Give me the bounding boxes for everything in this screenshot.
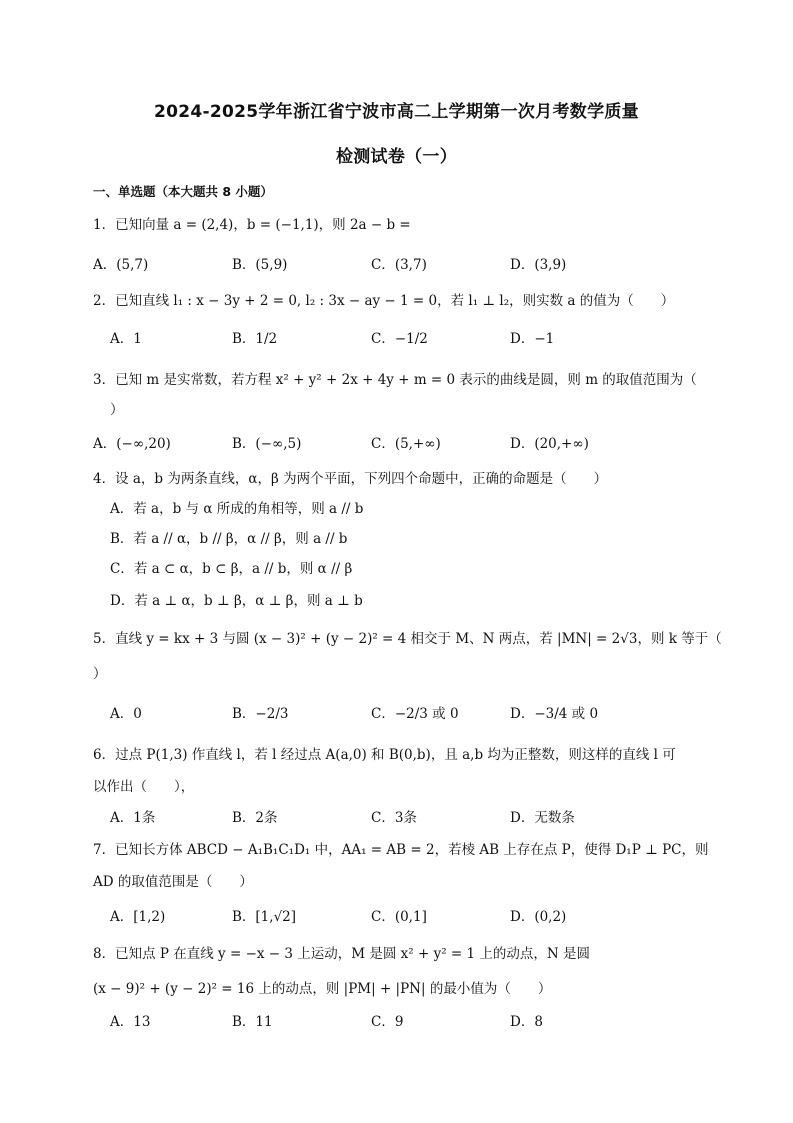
- question-7-options: [0, 905, 793, 929]
- question-3-stem-line-1: 3．已知 m 是实常数，若方程 x² + y² + 2x + 4y + m = 0 表示的曲线是圆，则 m 的取值范围为（: [93, 372, 697, 388]
- question-8-options: [0, 1010, 793, 1034]
- question-8-option-a: A．13: [110, 1014, 151, 1030]
- question-3-option-c: C．(5,+∞): [371, 436, 441, 452]
- question-7-option-a: A．[1,2): [110, 909, 166, 925]
- question-4-option-c: C．若 a ⊂ α，b ⊂ β，a // b，则 α // β: [110, 561, 353, 577]
- question-2-option-a: A．1: [110, 331, 142, 347]
- question-6-stem-line-2: 以作出（ ），: [93, 779, 195, 795]
- question-5-option-a: A．0: [110, 706, 142, 722]
- question-5-stem-line-2: ）: [93, 666, 107, 682]
- question-1-option-b: B．(5,9): [232, 257, 288, 273]
- question-6-option-c: C．3条: [371, 810, 417, 826]
- question-3-stem-line-2: ）: [110, 402, 124, 418]
- question-3-option-b: B．(−∞,5): [232, 436, 302, 452]
- question-8-option-b: B．11: [232, 1014, 273, 1030]
- question-6-option-a: A．1条: [110, 810, 156, 826]
- question-8-option-c: C．9: [371, 1014, 404, 1030]
- question-2-option-b: B．1/2: [232, 331, 278, 347]
- question-8-option-d: D．8: [510, 1014, 543, 1030]
- question-4-stem: 4．设 a，b 为两条直线，α，β 为两个平面，下列四个命题中，正确的命题是（ ）: [93, 471, 608, 487]
- question-1-options: [0, 253, 793, 277]
- question-1-option-c: C．(3,7): [371, 257, 427, 273]
- question-3-options: [0, 432, 793, 456]
- question-4-option-a: A．若 a，b 与 α 所成的角相等，则 a // b: [110, 501, 364, 517]
- question-6-option-b: B．2条: [232, 810, 278, 826]
- question-3-option-a: A．(−∞,20): [93, 436, 171, 452]
- question-5-option-b: B．−2/3: [232, 706, 289, 722]
- question-2-stem: 2．已知直线 l₁ : x − 3y + 2 = 0, l₂ : 3x − ay − 1 = 0，若 l₁ ⊥ l₂，则实数 a 的值为（ ）: [93, 293, 675, 309]
- question-5-stem-line-1: 5．直线 y = kx + 3 与圆 (x − 3)² + (y − 2)² = 4 相交于 M、N 两点，若 |MN| = 2√3，则 k 等于（: [93, 631, 722, 647]
- question-6-option-d: D．无数条: [510, 810, 575, 826]
- question-5-option-c: C．−2/3 或 0: [371, 706, 459, 722]
- question-1-option-d: D．(3,9): [510, 257, 567, 273]
- question-7-option-c: C．(0,1]: [371, 909, 427, 925]
- question-5-options: [0, 702, 793, 726]
- question-3-option-d: D．(20,+∞): [510, 436, 589, 452]
- question-7-option-d: D．(0,2): [510, 909, 567, 925]
- question-4-option-b: B．若 a // α，b // β，α // β，则 a // b: [110, 531, 348, 547]
- question-8-stem-line-1: 8．已知点 P 在直线 y = −x − 3 上运动，M 是圆 x² + y² = 1 上的动点，N 是圆: [93, 946, 591, 962]
- question-5-option-d: D．−3/4 或 0: [510, 706, 599, 722]
- question-1-option-a: A．(5,7): [93, 257, 149, 273]
- exam-title-line-1: 2024-2025学年浙江省宁波市高二上学期第一次月考数学质量: [154, 102, 639, 122]
- question-8-stem-line-2: (x − 9)² + (y − 2)² = 16 上的动点，则 |PM| + |PN| 的最小值为（ ）: [93, 981, 552, 997]
- question-2-options: [0, 327, 793, 351]
- question-7-stem-line-1: 7．已知长方体 ABCD − A₁B₁C₁D₁ 中，AA₁ = AB = 2，若棱 AB 上存在点 P，使得 D₁P ⊥ PC，则: [93, 842, 709, 858]
- question-2-option-c: C．−1/2: [371, 331, 428, 347]
- question-1-stem: 1．已知向量 a = (2,4)，b = (−1,1)，则 2a − b =: [93, 217, 411, 233]
- question-7-option-b: B．[1,√2]: [232, 909, 297, 925]
- question-6-options: [0, 806, 793, 830]
- section-heading: 一、单选题（本大题共 8 小题）: [93, 184, 273, 199]
- question-4-option-d: D．若 a ⊥ α，b ⊥ β，α ⊥ β，则 a ⊥ b: [110, 593, 363, 609]
- question-2-option-d: D．−1: [510, 331, 555, 347]
- exam-title-line-2: 检测试卷（一）: [335, 147, 458, 167]
- question-6-stem-line-1: 6．过点 P(1,3) 作直线 l，若 l 经过点 A(a,0) 和 B(0,b)，且 a,b 均为正整数，则这样的直线 l 可: [93, 747, 676, 763]
- question-7-stem-line-2: AD 的取值范围是（ ）: [93, 874, 253, 890]
